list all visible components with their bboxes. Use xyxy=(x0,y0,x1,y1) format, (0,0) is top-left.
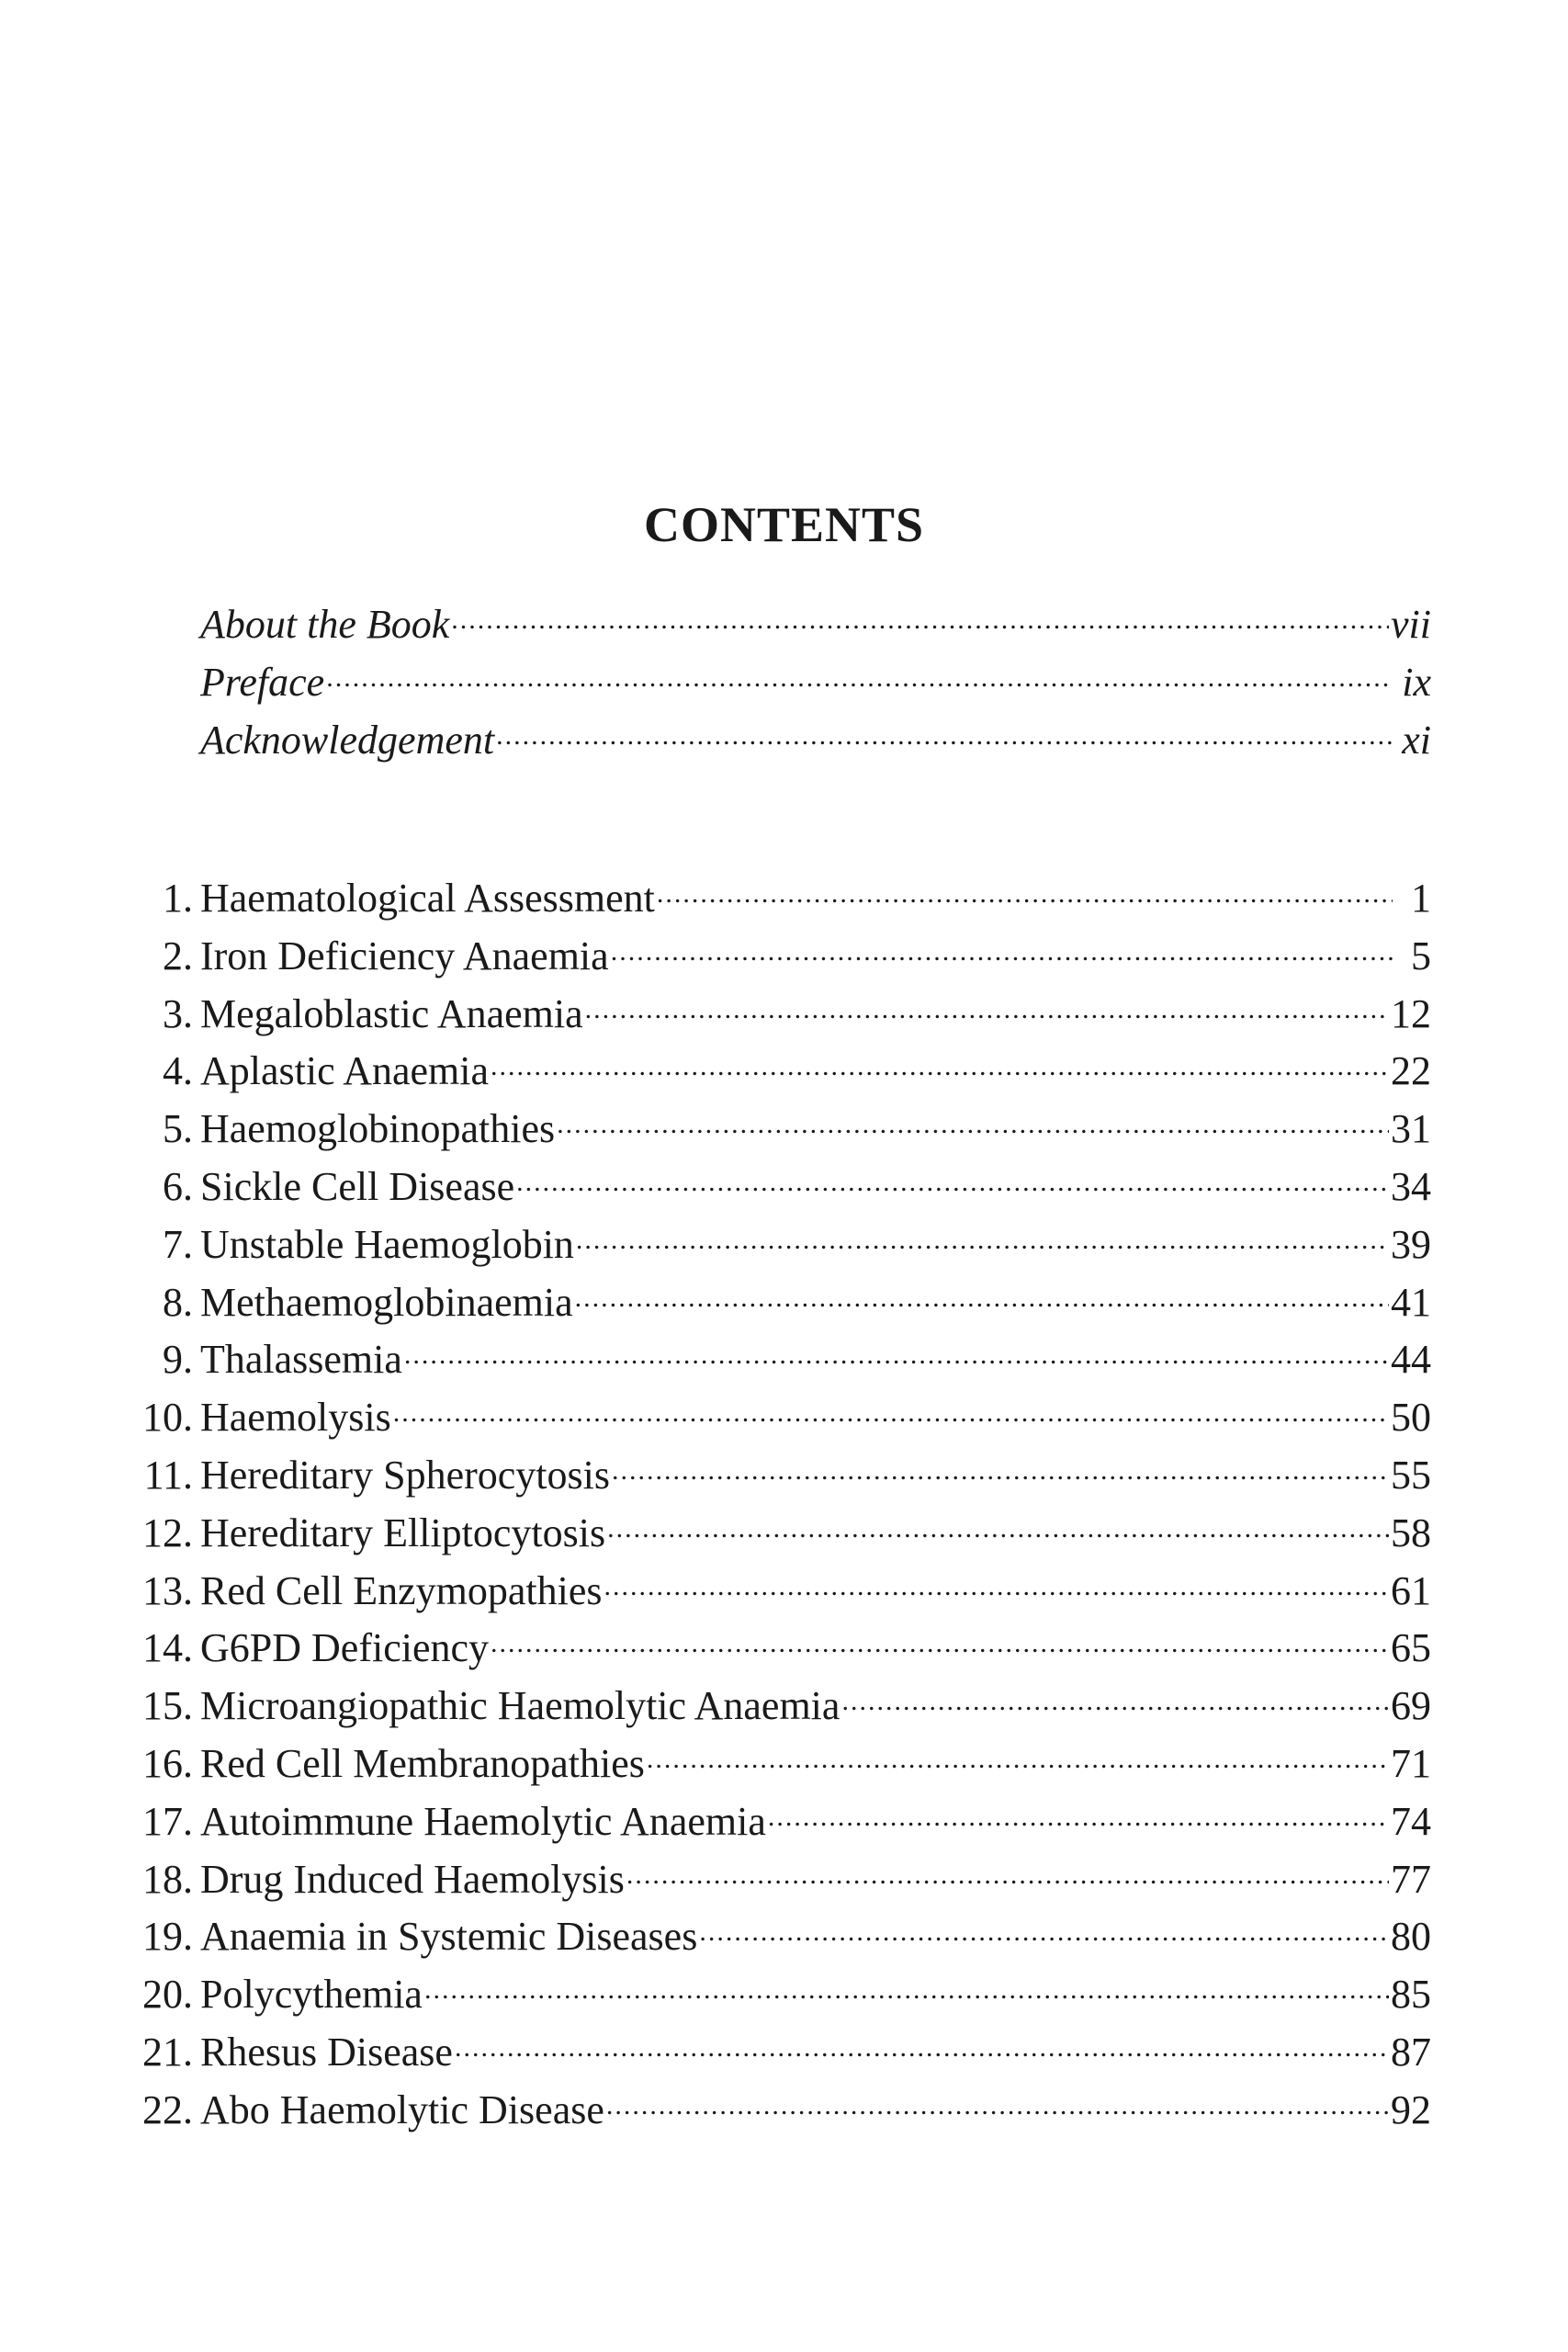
chapter-number: 9. xyxy=(163,1337,193,1383)
chapter-page-number: 87 xyxy=(1391,2029,1431,2075)
dot-leader xyxy=(455,2025,1389,2065)
toc-entry-chapter[interactable] xyxy=(119,987,1431,1045)
chapter-title: Red Cell Enzymopathies xyxy=(200,1567,603,1613)
dot-leader xyxy=(576,1217,1389,1258)
chapter-page-number: 5 xyxy=(1411,933,1431,978)
chapter-number: 14. xyxy=(142,1625,193,1671)
chapter-page-number: 71 xyxy=(1391,1740,1431,1786)
dot-leader xyxy=(557,1102,1389,1142)
chapter-title: Haematological Assessment xyxy=(200,876,655,921)
chapter-list xyxy=(119,871,1431,2141)
chapter-title: Red Cell Membranopathies xyxy=(200,1740,645,1786)
chapter-page-number: 69 xyxy=(1391,1683,1431,1729)
toc-entry-chapter[interactable] xyxy=(119,1852,1431,1910)
chapter-number: 20. xyxy=(142,1972,193,2018)
chapter-page-number: 55 xyxy=(1391,1452,1431,1498)
dot-leader xyxy=(768,1794,1389,1835)
dot-leader xyxy=(491,1044,1389,1084)
dot-leader xyxy=(647,1736,1389,1777)
chapter-page-number: 44 xyxy=(1391,1337,1431,1383)
toc-entry-page: xi xyxy=(1402,718,1431,763)
toc-entry-chapter[interactable] xyxy=(119,1159,1431,1217)
chapter-title: Haemoglobinopathies xyxy=(200,1106,556,1152)
chapter-title: Unstable Haemoglobin xyxy=(200,1221,574,1267)
dot-leader xyxy=(626,1852,1389,1893)
chapter-number: 11. xyxy=(143,1452,193,1498)
chapter-title: Polycythemia xyxy=(200,1972,423,2018)
page-title: CONTENTS xyxy=(643,497,925,552)
chapter-page-number: 92 xyxy=(1391,2086,1431,2132)
dot-leader xyxy=(604,1564,1389,1604)
chapter-page-number: 12 xyxy=(1391,990,1431,1036)
chapter-title: Thalassemia xyxy=(200,1337,402,1383)
chapter-page-number: 39 xyxy=(1391,1221,1431,1267)
toc-entry-chapter[interactable] xyxy=(119,1275,1431,1333)
toc-entry-chapter[interactable] xyxy=(119,1217,1431,1275)
chapter-number: 13. xyxy=(142,1567,193,1613)
chapter-number: 18. xyxy=(142,1856,193,1902)
toc-entry-chapter[interactable] xyxy=(119,1736,1431,1794)
toc-entry-chapter[interactable] xyxy=(119,1506,1431,1564)
toc-entry-label: Preface xyxy=(200,660,325,705)
toc-entry-chapter[interactable] xyxy=(119,2083,1431,2141)
chapter-page-number: 58 xyxy=(1391,1510,1431,1555)
dot-leader xyxy=(496,713,1393,753)
chapter-number: 5. xyxy=(163,1106,193,1152)
dot-leader xyxy=(516,1159,1389,1200)
toc-entry-preface[interactable] xyxy=(200,655,1431,713)
chapter-title: Abo Haemolytic Disease xyxy=(200,2086,604,2132)
toc-entry-page: ix xyxy=(1402,660,1431,705)
toc-entry-chapter[interactable] xyxy=(119,1102,1431,1159)
toc-entry-about-the-book[interactable] xyxy=(200,597,1431,655)
toc-entry-page: vii xyxy=(1391,602,1431,647)
chapter-title: Aplastic Anaemia xyxy=(200,1048,490,1094)
dot-leader xyxy=(491,1621,1389,1661)
chapter-page-number: 77 xyxy=(1391,1856,1431,1902)
chapter-title: Rhesus Disease xyxy=(200,2029,453,2075)
chapter-page-number: 34 xyxy=(1391,1163,1431,1209)
toc-entry-chapter[interactable] xyxy=(119,1564,1431,1622)
toc-entry-chapter[interactable] xyxy=(119,1909,1431,1967)
chapter-title: Hereditary Spherocytosis xyxy=(200,1452,610,1498)
chapter-number: 10. xyxy=(142,1395,193,1441)
chapter-title: Drug Induced Haemolysis xyxy=(200,1856,625,1902)
dot-leader xyxy=(451,597,1389,638)
chapter-title: Anaemia in Systemic Diseases xyxy=(200,1914,698,1960)
toc-entry-chapter[interactable] xyxy=(119,929,1431,987)
chapter-page-number: 65 xyxy=(1391,1625,1431,1671)
chapter-number: 1. xyxy=(163,876,193,921)
chapter-title: Autoimmune Haemolytic Anaemia xyxy=(200,1798,766,1844)
chapter-page-number: 74 xyxy=(1391,1798,1431,1844)
toc-entry-chapter[interactable] xyxy=(119,2025,1431,2083)
dot-leader xyxy=(606,2083,1389,2123)
chapter-number: 4. xyxy=(163,1048,193,1094)
chapter-number: 15. xyxy=(142,1683,193,1729)
chapter-title: Haemolysis xyxy=(200,1395,391,1441)
chapter-title: Megaloblastic Anaemia xyxy=(200,990,583,1036)
dot-leader xyxy=(611,929,1393,969)
toc-entry-chapter[interactable] xyxy=(119,1621,1431,1679)
dot-leader xyxy=(575,1275,1389,1316)
dot-leader xyxy=(326,655,1393,695)
chapter-title: G6PD Deficiency xyxy=(200,1625,490,1671)
chapter-number: 19. xyxy=(142,1914,193,1960)
toc-entry-chapter[interactable] xyxy=(119,1332,1431,1390)
chapter-number: 8. xyxy=(163,1279,193,1325)
chapter-page-number: 50 xyxy=(1391,1395,1431,1441)
toc-entry-label: Acknowledgement xyxy=(200,718,495,763)
toc-entry-acknowledgement[interactable] xyxy=(200,713,1431,771)
dot-leader xyxy=(424,1967,1389,2007)
chapter-title: Microangiopathic Haemolytic Anaemia xyxy=(200,1683,840,1729)
dot-leader xyxy=(841,1679,1389,1719)
toc-entry-label: About the Book xyxy=(200,602,450,647)
chapter-number: 7. xyxy=(163,1221,193,1267)
chapter-page-number: 85 xyxy=(1391,1972,1431,2018)
dot-leader xyxy=(404,1332,1389,1373)
chapter-title: Methaemoglobinaemia xyxy=(200,1279,573,1325)
dot-leader xyxy=(657,871,1393,911)
chapter-page-number: 41 xyxy=(1391,1279,1431,1325)
dot-leader xyxy=(607,1506,1389,1546)
toc-entry-chapter[interactable] xyxy=(119,1448,1431,1506)
toc-entry-chapter[interactable] xyxy=(119,1794,1431,1852)
chapter-number: 16. xyxy=(142,1740,193,1786)
chapter-number: 21. xyxy=(142,2029,193,2075)
chapter-page-number: 61 xyxy=(1391,1567,1431,1613)
front-matter-list xyxy=(200,597,1431,771)
chapter-page-number: 22 xyxy=(1391,1048,1431,1094)
dot-leader xyxy=(393,1390,1389,1430)
chapter-number: 22. xyxy=(142,2086,193,2132)
dot-leader xyxy=(699,1909,1389,1950)
chapter-page-number: 31 xyxy=(1391,1106,1431,1152)
dot-leader xyxy=(585,987,1389,1027)
chapter-title: Iron Deficiency Anaemia xyxy=(200,933,609,978)
chapter-number: 2. xyxy=(163,933,193,978)
chapter-title: Sickle Cell Disease xyxy=(200,1163,515,1209)
chapter-number: 3. xyxy=(163,990,193,1036)
toc-entry-chapter[interactable] xyxy=(119,1679,1431,1736)
chapter-page-number: 80 xyxy=(1391,1914,1431,1960)
chapter-title: Hereditary Elliptocytosis xyxy=(200,1510,606,1555)
toc-entry-chapter[interactable] xyxy=(119,871,1431,929)
toc-entry-chapter[interactable] xyxy=(119,1390,1431,1448)
chapter-number: 6. xyxy=(163,1163,193,1209)
toc-entry-chapter[interactable] xyxy=(119,1967,1431,2025)
toc-entry-chapter[interactable] xyxy=(119,1044,1431,1102)
chapter-number: 17. xyxy=(142,1798,193,1844)
dot-leader xyxy=(612,1448,1389,1488)
chapter-number: 12. xyxy=(142,1510,193,1555)
chapter-page-number: 1 xyxy=(1411,876,1431,921)
